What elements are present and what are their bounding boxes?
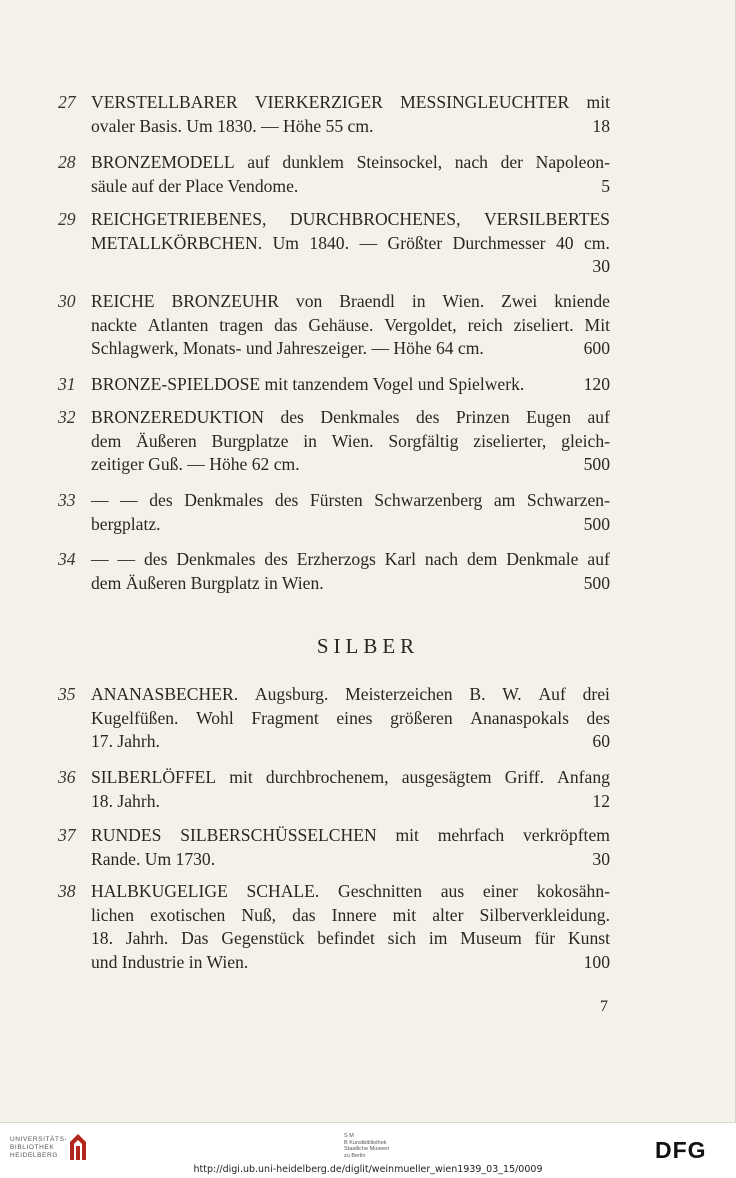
entry-text — [91, 430, 610, 454]
entry-text — [91, 927, 610, 951]
word: Fürsten — [309, 490, 363, 510]
entry-text — [91, 290, 610, 314]
word: der — [500, 152, 524, 172]
catalog-entry — [58, 290, 610, 361]
word: SILBERLÖFFEL — [91, 767, 217, 787]
word: am — [493, 490, 516, 510]
word: MESSINGLEUCHTER — [400, 92, 570, 112]
catalog-entry — [58, 208, 610, 279]
word: SCHALE. — [246, 881, 320, 901]
word: größeren — [390, 707, 453, 728]
word: auf — [247, 152, 270, 172]
word: — — [359, 232, 378, 253]
word: Steinsockel, — [356, 152, 443, 172]
entry-text-line — [91, 707, 610, 731]
word: Silberverkleidung. — [479, 904, 610, 925]
entry-text — [91, 880, 610, 904]
word: durchbrochenem, — [265, 767, 389, 787]
word: Denkmales — [320, 407, 400, 427]
entry-text — [91, 707, 610, 731]
entry-number: 32 — [58, 407, 76, 427]
entry-text — [91, 91, 610, 115]
entry-text-line — [91, 951, 610, 975]
word: das — [292, 904, 316, 925]
entry-text — [91, 904, 610, 928]
entry-text: Rande. Um 1730. — [91, 848, 216, 869]
word: VERSTELLBARER — [91, 92, 238, 112]
entry-price: 30 — [592, 848, 610, 869]
entry-text-line — [91, 904, 610, 928]
university-line: UNIVERSITÄTS- — [10, 1136, 68, 1143]
word: BRONZEMODELL — [91, 152, 235, 172]
catalog-entry — [58, 880, 610, 974]
word: Museum — [460, 928, 522, 948]
word: Schwarzenberg — [374, 490, 483, 510]
catalog-entry — [58, 824, 610, 871]
word: DURCHBROCHENES, — [289, 209, 461, 229]
word: Vergoldet, — [384, 314, 457, 335]
word: Meisterzeichen — [345, 684, 453, 704]
entry-text: dem Äußeren Burgplatz in Wien. — [91, 572, 324, 593]
word: im — [428, 928, 448, 948]
entry-price: 100 — [583, 951, 610, 972]
word: eines — [336, 707, 373, 728]
word: auf — [587, 407, 610, 427]
entry-text-line — [91, 848, 610, 872]
entry-number: 29 — [58, 209, 76, 229]
entry-text-line — [91, 290, 610, 314]
entry-text-line — [91, 513, 610, 537]
word: befindet — [317, 928, 375, 948]
sm-kunstbibliothek-label — [344, 1133, 389, 1159]
word: verkröpftem — [522, 825, 610, 845]
word: kokosähn- — [536, 881, 610, 901]
entry-number: 30 — [58, 291, 76, 311]
word: REICHGETRIEBENES, — [91, 209, 267, 229]
word: dem — [91, 430, 122, 451]
catalog-entry — [58, 151, 610, 198]
entry-text: 18. Jahrh. — [91, 790, 160, 811]
entry-text: zeitiger Guß. — Höhe 62 cm. — [91, 454, 300, 474]
catalog-entry — [58, 548, 610, 595]
entry-text — [91, 548, 610, 572]
entry-text — [91, 683, 610, 707]
entry-text: bergplatz. — [91, 513, 161, 534]
entry-text — [91, 489, 610, 513]
word: gleich- — [561, 430, 610, 451]
word: sich — [387, 928, 417, 948]
entry-text: ovaler Basis. Um 1830. — Höhe 55 cm. — [91, 115, 374, 136]
word: Wien. — [331, 430, 374, 451]
word: Atlanten — [147, 314, 209, 335]
entry-number: 38 — [58, 881, 76, 901]
entry-price: 500 — [583, 454, 610, 474]
word: Napoleon- — [535, 152, 610, 172]
word: Burgplatze — [211, 430, 289, 451]
word: exotischen — [150, 904, 226, 925]
word: — — [120, 490, 138, 510]
word: des — [264, 549, 288, 569]
word: des — [415, 407, 440, 427]
word: Ananaspokals — [470, 707, 569, 728]
entry-price: 120 — [583, 374, 610, 394]
entry-number: 33 — [58, 490, 76, 510]
word: Auf — [538, 684, 566, 704]
word: Erzherzogs — [296, 549, 376, 569]
word: Wien. — [442, 291, 485, 311]
word: VIERKERZIGER — [254, 92, 383, 112]
word: Denkmales — [184, 490, 264, 510]
word: Innere — [331, 904, 377, 925]
catalog-entry — [58, 683, 610, 754]
word: W. — [502, 684, 522, 704]
entry-text-line — [91, 373, 610, 397]
entry-price: 500 — [583, 572, 610, 593]
entry-text — [91, 208, 610, 232]
entry-text-line — [91, 766, 610, 790]
entry-number: 34 — [58, 549, 76, 569]
word: lichen — [91, 904, 134, 925]
word: Durchmesser — [452, 232, 546, 253]
entry-text — [91, 406, 610, 430]
catalog-entry — [58, 406, 610, 477]
word: Größter — [387, 232, 443, 253]
word: Kunst — [567, 928, 610, 948]
word: Äußeren — [136, 430, 197, 451]
word: auf — [587, 549, 610, 569]
entry-text-line — [91, 232, 610, 256]
entry-price: 60 — [592, 731, 610, 751]
word: Denkmale — [506, 549, 579, 569]
word: in — [303, 430, 317, 451]
word: des — [586, 707, 610, 728]
word: Nuß, — [241, 904, 277, 925]
word: Braendl — [339, 291, 395, 311]
word: Schwarzen- — [526, 490, 610, 510]
word: Anfang — [557, 767, 610, 787]
word: von — [295, 291, 323, 311]
word: Um — [272, 232, 299, 253]
university-library-label — [10, 1136, 67, 1160]
page-number: 7 — [600, 998, 608, 1015]
word: 1840. — [309, 232, 349, 253]
word: ziselierter, — [473, 430, 547, 451]
word: mit — [395, 825, 419, 845]
entry-text-line — [91, 790, 610, 814]
word: REICHE — [91, 291, 155, 311]
entry-text — [91, 151, 610, 175]
word: für — [534, 928, 556, 948]
entry-price: 18 — [592, 115, 610, 136]
entry-price: 600 — [583, 338, 610, 358]
entry-text-line — [91, 337, 610, 361]
word: METALLKÖRBCHEN. — [91, 232, 263, 253]
entry-number: 31 — [58, 374, 76, 394]
word: — — [117, 549, 136, 569]
word: RUNDES — [91, 825, 162, 845]
word: mit — [392, 904, 417, 925]
university-logo-icon — [66, 1132, 90, 1167]
catalog-entry — [58, 373, 610, 397]
sm-line: zu Berlin — [344, 1152, 366, 1159]
word: ziseliert. — [513, 314, 574, 335]
entry-text — [91, 824, 610, 848]
word: Augsburg. — [254, 684, 329, 704]
entry-text-line — [91, 115, 610, 139]
section-title: SILBER — [316, 634, 420, 658]
word: ANANASBECHER. — [91, 684, 239, 704]
word: mehrfach — [437, 825, 505, 845]
entry-text-line — [91, 91, 610, 115]
word: nach — [424, 549, 459, 569]
word: cm. — [584, 232, 610, 253]
entry-text — [91, 314, 610, 338]
word: reich — [467, 314, 503, 335]
word: VERSILBERTES — [483, 209, 610, 229]
word: aus — [440, 881, 465, 901]
entry-text-line — [91, 683, 610, 707]
university-line: BIBLIOTHEK — [10, 1144, 55, 1151]
dfg-logo: DFG — [655, 1137, 707, 1163]
entry-text-line — [91, 730, 610, 754]
word: Geschnitten — [338, 881, 423, 901]
word: nackte — [91, 314, 137, 335]
word: alter — [432, 904, 464, 925]
word: — — [91, 490, 109, 510]
word: Jahrh. — [125, 928, 169, 948]
word: in — [411, 291, 426, 311]
word: des — [274, 490, 299, 510]
entry-text-line — [91, 824, 610, 848]
word: — — [91, 549, 109, 569]
entry-number: 27 — [58, 92, 76, 112]
entry-text-line — [91, 208, 610, 232]
entry-price-line — [91, 255, 610, 279]
word: Gegenstück — [221, 928, 305, 948]
word: Griff. — [504, 767, 545, 787]
word: dunklem — [282, 152, 344, 172]
word: Kugelfüßen. — [91, 707, 179, 728]
word: Das — [181, 928, 209, 948]
entry-number: 35 — [58, 684, 76, 704]
entry-number: 37 — [58, 825, 76, 845]
footer-bar — [0, 1122, 736, 1178]
word: 40 — [555, 232, 574, 253]
word: Fragment — [251, 707, 319, 728]
catalog-entry — [58, 489, 610, 536]
entry-text: BRONZE-SPIELDOSE mit tanzendem Vogel und Spielwerk. — [91, 374, 525, 394]
word: SILBERSCHÜSSELCHEN — [180, 825, 377, 845]
word: Denkmales — [176, 549, 256, 569]
entry-text-line — [91, 572, 610, 596]
word: Prinzen — [455, 407, 510, 427]
entry-price: 500 — [583, 513, 610, 534]
word: drei — [582, 684, 610, 704]
sm-line: B Kunstbibliothek — [344, 1139, 387, 1146]
entry-text-line — [91, 880, 610, 904]
word: HALBKUGELIGE — [91, 881, 228, 901]
word: Mit — [584, 314, 610, 335]
sm-line: Staatliche Museen — [344, 1146, 390, 1152]
word: BRONZEUHR — [171, 291, 279, 311]
entry-text-line — [91, 406, 610, 430]
entry-text: 17. Jahrh. — [91, 731, 160, 751]
word: Gehäuse. — [308, 314, 374, 335]
word: Wohl — [196, 707, 234, 728]
word: des — [149, 490, 173, 510]
entry-text — [91, 232, 610, 256]
word: B. — [469, 684, 486, 704]
word: des — [143, 549, 168, 569]
entry-text: Schlagwerk, Monats- und Jahreszeiger. — Höhe 64 cm. — [91, 338, 484, 358]
word: dem — [467, 549, 498, 569]
word: 18. — [91, 928, 113, 948]
word: Sorgfältig — [388, 430, 459, 451]
word: Karl — [384, 549, 416, 569]
entry-text-line — [91, 151, 610, 175]
entry-text — [91, 766, 610, 790]
entry-number: 28 — [58, 152, 76, 172]
word: Zwei — [501, 291, 538, 311]
entry-text-line — [91, 175, 610, 199]
word: mit — [229, 767, 253, 787]
entry-number: 36 — [58, 767, 76, 787]
university-line: HEIDELBERG — [10, 1152, 58, 1159]
source-url-link[interactable]: http://digi.ub.uni-heidelberg.de/diglit/weinmueller_wien1939_03_15/0009 — [193, 1164, 543, 1175]
entry-text-line — [91, 927, 610, 951]
entry-text: und Industrie in Wien. — [91, 951, 249, 972]
entry-text-line — [91, 489, 610, 513]
entry-text-line — [91, 548, 610, 572]
word: nach — [454, 152, 488, 172]
entry-text-line — [91, 453, 610, 477]
entry-price: 12 — [592, 790, 610, 811]
word: mit — [586, 92, 610, 112]
word: tragen — [219, 314, 264, 335]
word: des — [280, 407, 304, 427]
entry-text-line — [91, 430, 610, 454]
word: Eugen — [526, 407, 572, 427]
entry-price: 30 — [592, 256, 610, 276]
catalog-entry — [58, 91, 610, 138]
word: das — [274, 314, 298, 335]
entry-text: säule auf der Place Vendome. — [91, 175, 299, 196]
entry-price: 5 — [601, 175, 610, 196]
word: einer — [482, 881, 519, 901]
word: ausgesägtem — [401, 767, 492, 787]
sm-line: S M — [344, 1133, 354, 1139]
entry-text-line — [91, 314, 610, 338]
word: BRONZEREDUKTION — [91, 407, 264, 427]
word: kniende — [554, 291, 610, 311]
catalog-entry — [58, 766, 610, 813]
